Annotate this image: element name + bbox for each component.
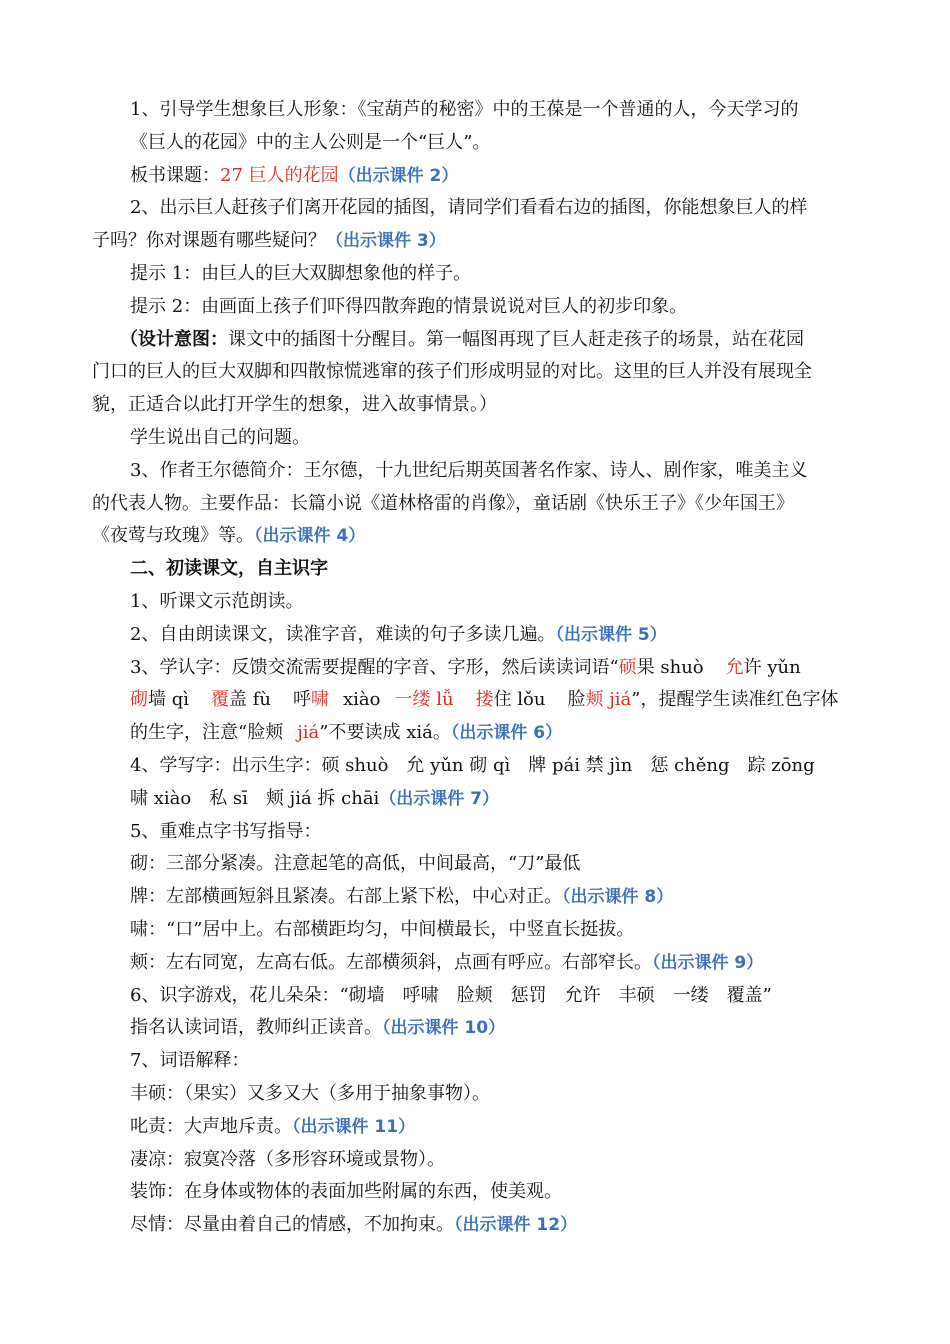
paragraph-line	[92, 684, 872, 717]
courseware-link: （出示课件 11）	[292, 1116, 416, 1137]
paragraph-line	[92, 619, 872, 652]
red-char: 啸	[311, 689, 329, 711]
text: ”不要读成 xiá。	[319, 722, 451, 744]
paragraph-line: 1、听课文示范朗读。	[130, 590, 304, 612]
paragraph-line	[92, 652, 872, 685]
paragraph-line: 学生说出自己的问题。	[130, 426, 310, 448]
paragraph-line	[92, 783, 872, 816]
design-intent-label: （设计意图：	[120, 328, 228, 350]
red-char: 搂	[475, 689, 494, 711]
courseware-link: （出示课件 3）	[326, 231, 446, 252]
paragraph-line	[92, 225, 872, 258]
paragraph-line: 提示 2：由画面上孩子们吓得四散奔跑的情景说说对巨人的初步印象。	[130, 295, 688, 317]
paragraph-line: 3、作者王尔德简介：王尔德，十九世纪后期英国著名作家、诗人、剧作家，唯美主义	[130, 459, 808, 481]
definition-line: 丰硕：（果实）又多又大（多用于抽象事物）。	[130, 1082, 490, 1104]
text: 颊：左右同宽，左高右低。左部横须斜，点画有呼应。右部窄长。	[130, 951, 652, 973]
text: 板书课题：	[130, 164, 220, 186]
paragraph-line: 《巨人的花园》中的主人公则是一个“巨人”。	[130, 131, 491, 153]
text: 脸	[567, 689, 586, 711]
text: 《夜莺与玫瑰》等。	[92, 525, 254, 547]
text: 叱责：大声地斥责。	[130, 1115, 292, 1137]
paragraph-line	[92, 717, 872, 750]
paragraph-line	[92, 947, 872, 980]
definition-line	[92, 1111, 872, 1144]
red-char: 砌	[130, 689, 148, 711]
text: 尽情：尽量由着自己的情感，不加拘束。	[130, 1214, 454, 1236]
text: 3、学认字：反馈交流需要提醒的字音、字形，然后读读词语“	[130, 656, 619, 678]
red-char: jiá	[297, 722, 320, 744]
text: 住 lǒu	[493, 689, 546, 711]
paragraph-line: 7、词语解释：	[130, 1050, 250, 1072]
text: 2、自由朗读课文，读准字音，难读的句子多读几遍。	[130, 623, 556, 645]
red-char: 一缕 lǚ	[394, 689, 454, 711]
text: 的生字，注意“脸颊	[130, 722, 284, 744]
text: 子吗？你对课题有哪些疑问？	[92, 230, 326, 252]
definition-line	[92, 1209, 872, 1242]
red-char: 颊 jiá	[585, 689, 632, 711]
paragraph-line: 1、引导学生想象巨人形象：《宝葫芦的秘密》中的王葆是一个普通的人，今天学习的	[130, 99, 799, 120]
document-page	[92, 94, 872, 1242]
paragraph-line: 5、重难点字书写指导：	[130, 820, 322, 842]
definition-line: 凄凉：寂寞冷落（多形容环境或景物）。	[130, 1148, 445, 1170]
text: 呼	[293, 689, 311, 711]
courseware-link: （出示课件 2）	[338, 165, 459, 186]
text: 牌：左部横画短斜且紧凑。右部上紧下松，中心对正。	[130, 886, 562, 908]
courseware-link: （出示课件 8）	[562, 887, 674, 908]
courseware-link: （出示课件 4）	[254, 526, 366, 547]
paragraph-line: 的代表人物。主要作品：长篇小说《道林格雷的肖像》，童话剧《快乐王子》《少年国王》	[92, 492, 794, 514]
paragraph-line	[92, 1012, 872, 1045]
board-title-line	[92, 160, 872, 193]
text: 墙 qì	[148, 689, 190, 711]
text: 许 yǔn	[743, 656, 801, 678]
paragraph-line: 提示 1：由巨人的巨大双脚想象他的样子。	[130, 262, 472, 284]
paragraph-line: 门口的巨人的巨大双脚和四散惊慌逃窜的孩子们形成明显的对比。这里的巨人并没有展现全	[92, 361, 812, 383]
text: xiào	[343, 689, 381, 711]
paragraph-line: 6、识字游戏，花儿朵朵：“砌墙 呼啸 脸颊 惩罚 允许 丰硕 一缕 覆盖”	[130, 984, 772, 1006]
lesson-title: 27 巨人的花园	[220, 164, 339, 186]
text: 果 shuò	[636, 656, 704, 678]
courseware-link: （出示课件 9）	[652, 952, 764, 973]
text: 盖 fù	[229, 689, 271, 711]
courseware-link: （出示课件 6）	[450, 723, 563, 744]
section-heading: 二、初读课文，自主识字	[130, 558, 328, 580]
courseware-link: （出示课件 7）	[379, 788, 500, 809]
paragraph-line: 貌，正适合以此打开学生的想象，进入故事情景。）	[92, 394, 497, 416]
paragraph-line: 啸：“口”居中上。右部横距均匀，中间横最长，中竖直长挺拔。	[130, 918, 635, 940]
paragraph-line: 砌：三部分紧凑。注意起笔的高低，中间最高，“刀”最低	[130, 853, 581, 875]
courseware-link: （出示课件 5）	[555, 624, 667, 645]
design-intent-line	[92, 324, 872, 357]
paragraph-line	[92, 881, 872, 914]
text: 指名认读词语，教师纠正读音。	[130, 1017, 382, 1039]
courseware-link: （出示课件 12）	[454, 1215, 578, 1236]
text: ”，提醒学生读准红色字体	[631, 689, 839, 711]
red-char: 覆	[211, 689, 230, 711]
text: 课文中的插图十分醒目。第一幅图再现了巨人赶走孩子的场景，站在花园	[228, 328, 804, 350]
red-char: 硕	[618, 656, 637, 678]
paragraph-line: 4、学写字：出示生字：硕 shuò 允 yǔn 砌 qì 牌 pái 禁 jìn 惩 chěng 踪 zōng	[130, 754, 815, 776]
paragraph-line	[92, 520, 872, 553]
definition-line: 装饰：在身体或物体的表面加些附属的东西，使美观。	[130, 1181, 562, 1203]
red-char: 允	[725, 656, 744, 678]
text: 啸 xiào 私 sī 颊 jiá 拆 chāi	[130, 787, 380, 809]
courseware-link: （出示课件 10）	[382, 1018, 506, 1039]
paragraph-line: 2、出示巨人赶孩子们离开花园的插图，请同学们看看右边的插图，你能想象巨人的样	[130, 197, 808, 219]
